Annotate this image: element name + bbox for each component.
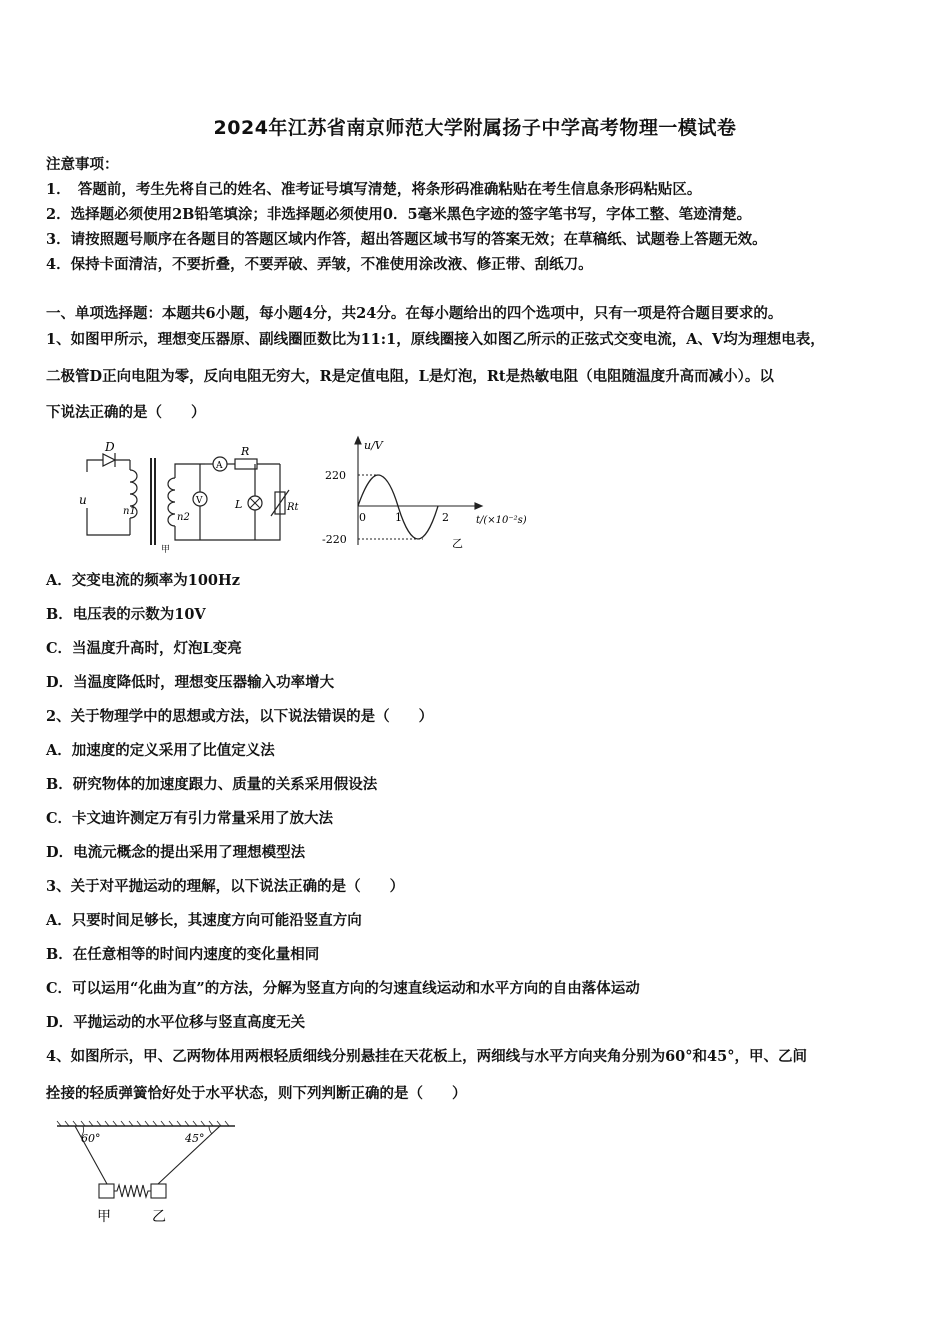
q1-option-a: A．交变电流的频率为100Hz: [46, 572, 240, 589]
notice-item-2: 2．选择题必须使用2B铅笔填涂；非选择题必须使用0．5毫米黑色字迹的签字笔书写，字体工整、笔迹清楚。: [46, 206, 752, 223]
n2-label: n2: [177, 512, 190, 523]
q1-stem-line-2: 二极管D正向电阻为零，反向电阻无穷大，R是定值电阻，L是灯泡，Rt是热敏电阻（电阻随温度升高而减小）。以: [46, 368, 774, 385]
q2-option-d: D．电流元概念的提出采用了理想模型法: [46, 844, 306, 861]
q2-option-b: B．研究物体的加速度跟力、质量的关系采用假设法: [46, 776, 378, 793]
x-axis-label: t/(×10⁻²s): [476, 515, 527, 526]
q3-option-c: C．可以运用“化曲为直”的方法，分解为竖直方向的匀速直线运动和水平方向的自由落体运动: [46, 980, 640, 997]
diode-label: D: [105, 440, 115, 454]
y-axis-label: u/V: [364, 439, 383, 452]
notice-item-3: 3．请按照题号顺序在各题目的答题区域内作答，超出答题区域书写的答案无效；在草稿纸、试题卷上答题无效。: [46, 231, 767, 248]
q4-stem-line-1: 4、如图所示，甲、乙两物体用两根轻质细线分别悬挂在天花板上，两细线与水平方向夹角分别为60°和45°，甲、乙间: [46, 1048, 807, 1065]
notice-item-4: 4．保持卡面清洁，不要折叠，不要弄破、弄皱，不准使用涂改液、修正带、刮纸刀。: [46, 256, 593, 273]
q2-option-a: A．加速度的定义采用了比值定义法: [46, 742, 275, 759]
figure-b-caption: 乙: [452, 537, 463, 550]
section-heading: 一、单项选择题：本题共6小题，每小题4分，共24分。在每小题给出的四个选项中，只有一项是符合题目要求的。: [46, 305, 783, 322]
xtick-0: 0: [359, 511, 366, 524]
label-yi: 乙: [152, 1209, 166, 1225]
q1-option-b: B．电压表的示数为10V: [46, 606, 206, 623]
ytick-220: 220: [325, 469, 346, 482]
q2-option-c: C．卡文迪许测定万有引力常量采用了放大法: [46, 810, 334, 827]
page-title: 2024年江苏省南京师范大学附属扬子中学高考物理一模试卷: [213, 117, 737, 139]
ammeter-label: A: [216, 461, 223, 471]
q3-stem: 3、关于对平抛运动的理解，以下说法正确的是（ ）: [46, 878, 405, 895]
lamp-label: L: [235, 498, 243, 511]
n1-label: n1: [123, 506, 136, 517]
resistor-label: R: [241, 445, 250, 458]
xtick-1: 1: [395, 511, 402, 524]
q1-option-d: D．当温度降低时，理想变压器输入功率增大: [46, 674, 335, 691]
notice-item-1: 1． 答题前，考生先将自己的姓名、准考证号填写清楚，将条形码准确粘贴在考生信息条形码粘贴区。: [46, 181, 702, 198]
q1-stem-line-1: 1、如图甲所示，理想变压器原、副线圈匝数比为11:1，原线圈接入如图乙所示的正弦式交变电流，A、V均为理想电表，: [46, 331, 825, 348]
q1-option-c: C．当温度升高时，灯泡L变亮: [46, 640, 242, 657]
block-jia: [99, 1184, 114, 1198]
source-label: u: [79, 493, 87, 507]
sine-curve: [358, 475, 438, 539]
figure-a-caption: 甲: [161, 545, 171, 555]
notice-heading: 注意事项：: [46, 156, 119, 173]
block-yi: [151, 1184, 166, 1198]
q3-option-a: A．只要时间足够长，其速度方向可能沿竖直方向: [46, 912, 362, 929]
ytick-neg-220: -220: [322, 533, 347, 546]
thermistor-label: Rt: [287, 502, 299, 513]
angle-right-label: 45°: [185, 1132, 205, 1145]
xtick-2: 2: [442, 511, 449, 524]
q3-option-b: B．在任意相等的时间内速度的变化量相同: [46, 946, 320, 963]
q1-stem-line-3: 下说法正确的是（ ）: [46, 404, 206, 421]
angle-left-label: 60°: [81, 1132, 101, 1145]
q1-waveform-figure: [318, 435, 538, 555]
q4-stem-line-2: 拴接的轻质弹簧恰好处于水平状态，则下列判断正确的是（ ）: [46, 1085, 467, 1102]
q3-option-d: D．平抛运动的水平位移与竖直高度无关: [46, 1014, 306, 1031]
q1-circuit-figure: [75, 440, 310, 560]
label-jia: 甲: [97, 1209, 111, 1225]
spring: [114, 1185, 151, 1197]
voltmeter-label: V: [196, 496, 203, 506]
q2-stem: 2、关于物理学中的思想或方法，以下说法错误的是（ ）: [46, 708, 434, 725]
q4-figure: [55, 1118, 240, 1228]
